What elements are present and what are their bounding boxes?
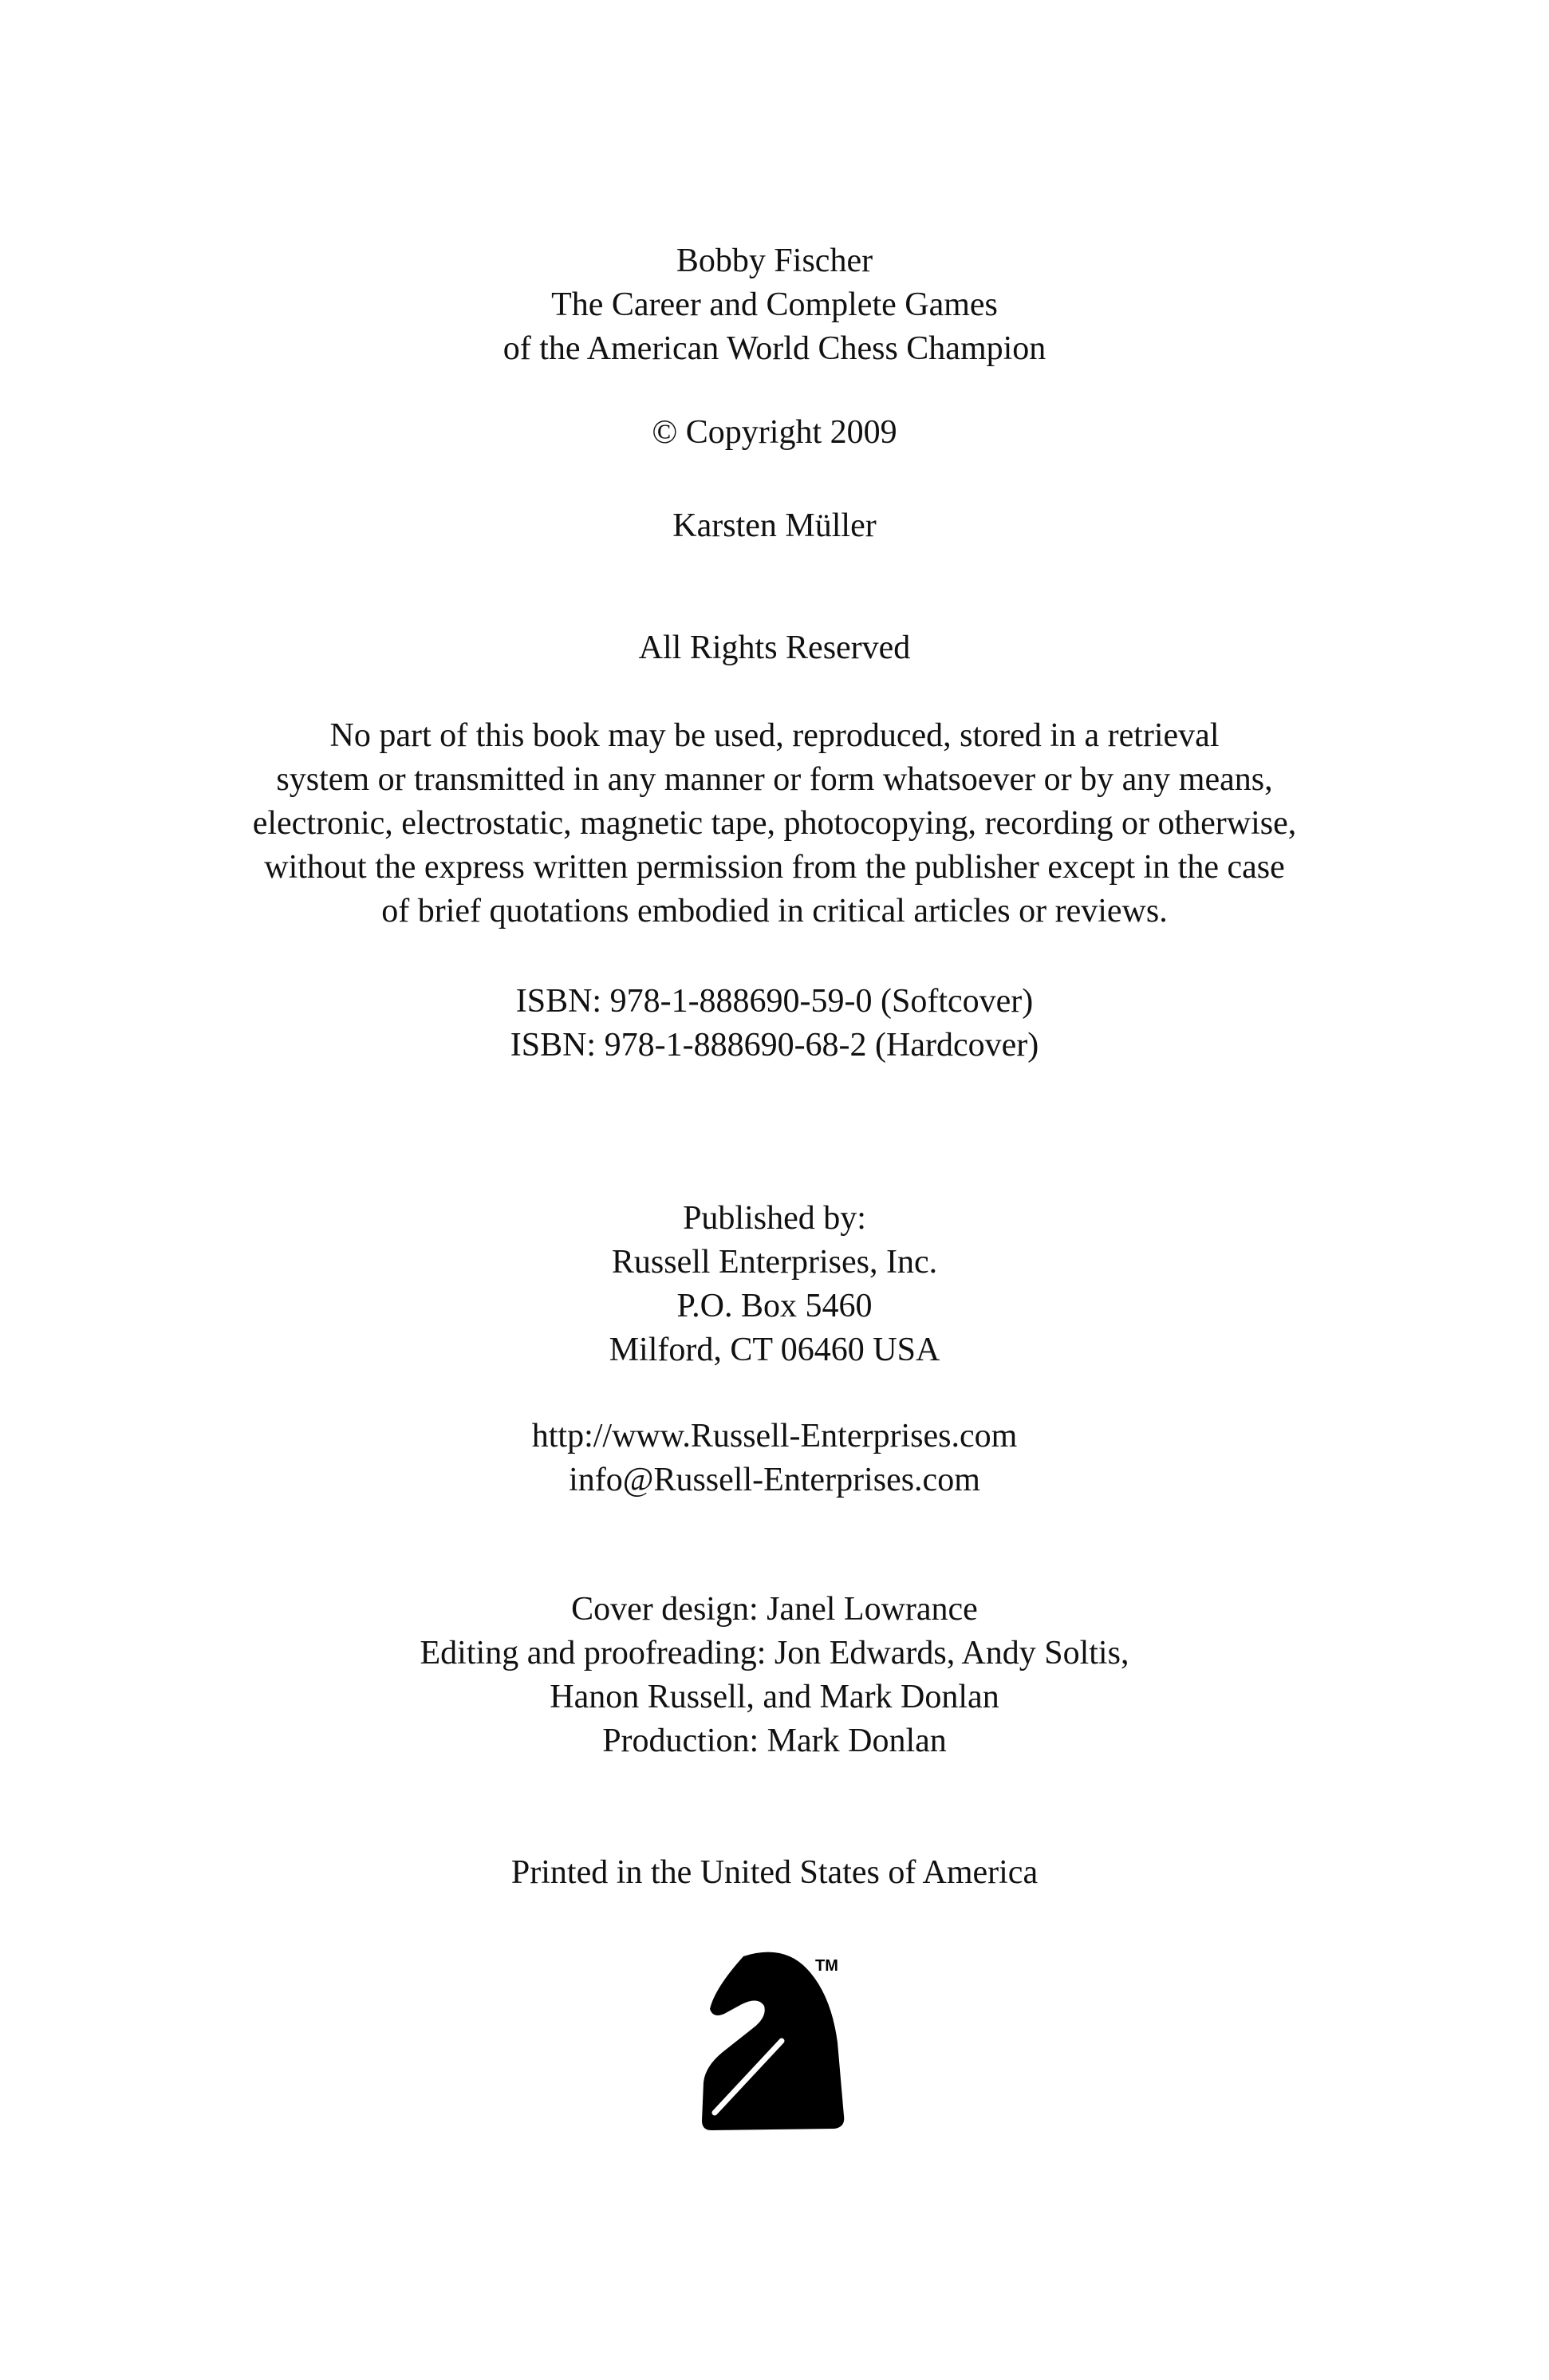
legal-line-4: without the express written permission from the publisher except in the case [264,849,1285,886]
legal-line-3: electronic, electrostatic, magnetic tape, photocopying, recording or otherwise, [252,805,1297,842]
rights-block [0,626,1549,670]
publisher-name: Russell Enterprises, Inc. [611,1244,938,1281]
book-title-block [0,239,1549,371]
publisher-website: http://www.Russell-Enterprises.com [531,1418,1018,1454]
book-title-author-name: Bobby Fischer [676,243,873,279]
author-block [0,504,1549,548]
publisher-city: Milford, CT 06460 USA [609,1332,940,1368]
production-credit: Production: Mark Donlan [602,1723,947,1759]
editing-credit-line-1: Editing and proofreading: Jon Edwards, Andy Soltis, [420,1635,1129,1672]
isbn-hardcover: ISBN: 978-1-888690-68-2 (Hardcover) [510,1027,1039,1064]
printed-in-statement: Printed in the United States of America [510,1854,1039,1891]
legal-notice [0,714,1549,933]
legal-line-2: system or transmitted in any manner or form whatsoever or by any means, [276,761,1273,798]
isbn-softcover: ISBN: 978-1-888690-59-0 (Softcover) [515,983,1034,1020]
publisher-block [0,1197,1549,1372]
isbn-block [0,980,1549,1068]
legal-line-1: No part of this book may be used, reproduced, stored in a retrieval [329,717,1220,754]
publisher-po-box: P.O. Box 5460 [676,1288,873,1324]
copyright-notice [0,411,1549,455]
editing-credit-line-2: Hanon Russell, and Mark Donlan [550,1679,999,1715]
credits-block [0,1588,1549,1763]
rights-statement: All Rights Reserved [638,630,911,666]
printed-block [0,1851,1549,1895]
author-name: Karsten Müller [672,507,877,544]
legal-line-5: of brief quotations embodied in critical articles or reviews. [381,893,1168,930]
publisher-email: info@Russell-Enterprises.com [569,1462,980,1498]
copyright-text: © Copyright 2009 [652,414,897,451]
cover-design-credit: Cover design: Janel Lowrance [571,1591,978,1628]
chess-knight-logo-icon [696,1947,855,2132]
trademark-mark: TM [815,1957,838,1975]
publisher-label: Published by: [683,1200,866,1237]
book-subtitle-line-2: of the American World Chess Champion [503,330,1046,367]
contact-block [0,1415,1549,1502]
book-subtitle-line-1: The Career and Complete Games [551,286,998,323]
